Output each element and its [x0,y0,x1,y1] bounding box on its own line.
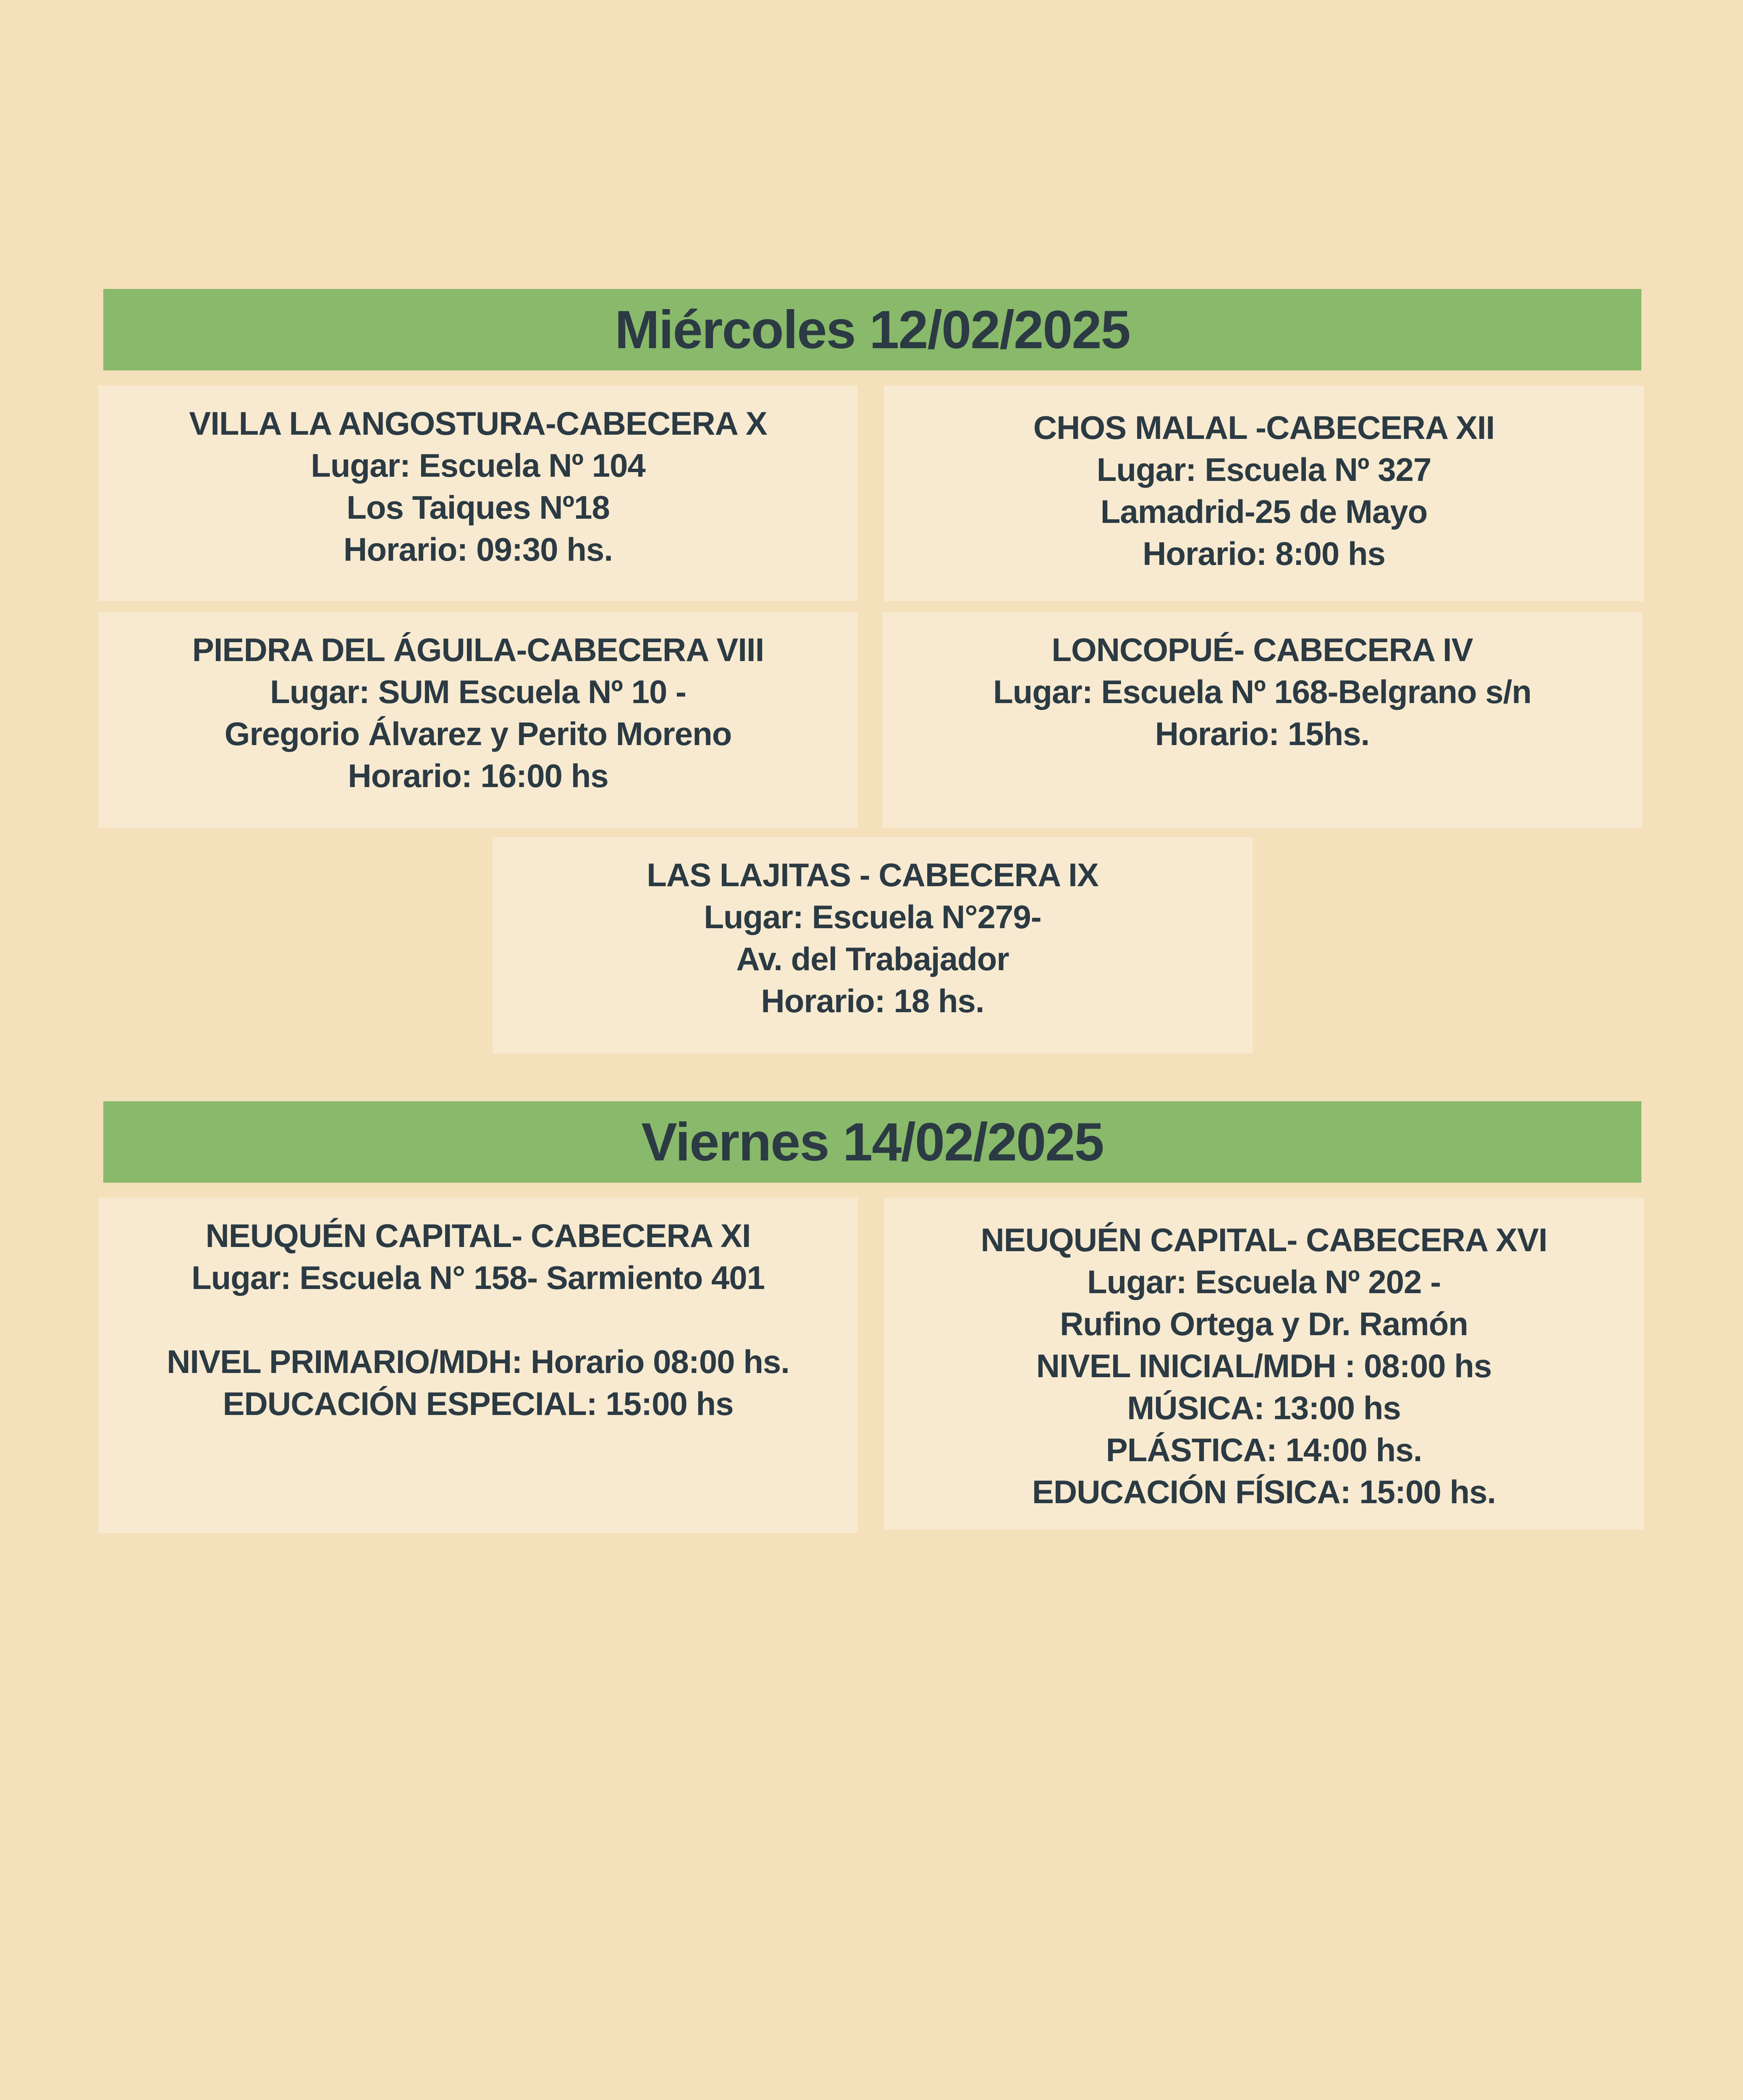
card-title: NEUQUÉN CAPITAL- CABECERA XVI [980,1221,1547,1258]
card-address: Av. del Trabajador [736,940,1009,977]
card-title: VILLA LA ANGOSTURA-CABECERA X [189,405,767,442]
schedule-card-las-lajitas [493,837,1253,1053]
card-title: PIEDRA DEL ÁGUILA-CABECERA VIII [192,631,764,668]
card-address: Rufino Ortega y Dr. Ramón [1060,1305,1468,1342]
card-title: CHOS MALAL -CABECERA XII [1033,409,1495,446]
schedule-card-villa-la-angostura [98,386,858,601]
card-title: LONCOPUÉ- CABECERA IV [1051,631,1473,668]
card-time-initial: NIVEL INICIAL/MDH : 08:00 hs [1036,1347,1492,1384]
card-location: Lugar: SUM Escuela Nº 10 - [270,673,686,710]
schedule-card-piedra-del-aguila [98,612,858,828]
card-title: NEUQUÉN CAPITAL- CABECERA XI [205,1217,751,1254]
schedule-card-loncopue [882,612,1642,828]
card-time: Horario: 18 hs. [761,982,984,1019]
card-location: Lugar: Escuela N° 158- Sarmiento 401 [191,1259,765,1296]
card-location: Lugar: Escuela Nº 327 [1096,451,1431,488]
card-time-pe: EDUCACIÓN FÍSICA: 15:00 hs. [1032,1473,1496,1510]
card-address: Gregorio Álvarez y Perito Moreno [224,715,732,752]
card-time-music: MÚSICA: 13:00 hs [1127,1389,1401,1426]
card-time-primary: NIVEL PRIMARIO/MDH: Horario 08:00 hs. [167,1343,789,1380]
card-time: Horario: 09:30 hs. [343,531,613,568]
card-time: Horario: 16:00 hs [348,757,608,794]
card-location: Lugar: Escuela Nº 104 [311,447,645,484]
day-header-wednesday: Miércoles 12/02/2025 [103,289,1641,370]
card-location: Lugar: Escuela N°279- [704,898,1041,935]
card-time-special: EDUCACIÓN ESPECIAL: 15:00 hs [223,1385,734,1422]
card-address: Lamadrid-25 de Mayo [1100,493,1428,530]
schedule-card-chos-malal [884,386,1644,601]
card-time: Horario: 15hs. [1155,715,1370,752]
card-time: Horario: 8:00 hs [1143,535,1385,572]
schedule-card-neuquen-capital-xi [98,1198,858,1533]
card-location: Lugar: Escuela Nº 168-Belgrano s/n [993,673,1531,710]
schedule-card-neuquen-capital-xvi [884,1198,1644,1530]
card-location: Lugar: Escuela Nº 202 - [1087,1263,1441,1300]
day-header-friday: Viernes 14/02/2025 [103,1101,1641,1183]
card-title: LAS LAJITAS - CABECERA IX [647,856,1098,893]
card-address: Los Taiques Nº18 [346,489,610,526]
card-time-art: PLÁSTICA: 14:00 hs. [1106,1431,1422,1468]
